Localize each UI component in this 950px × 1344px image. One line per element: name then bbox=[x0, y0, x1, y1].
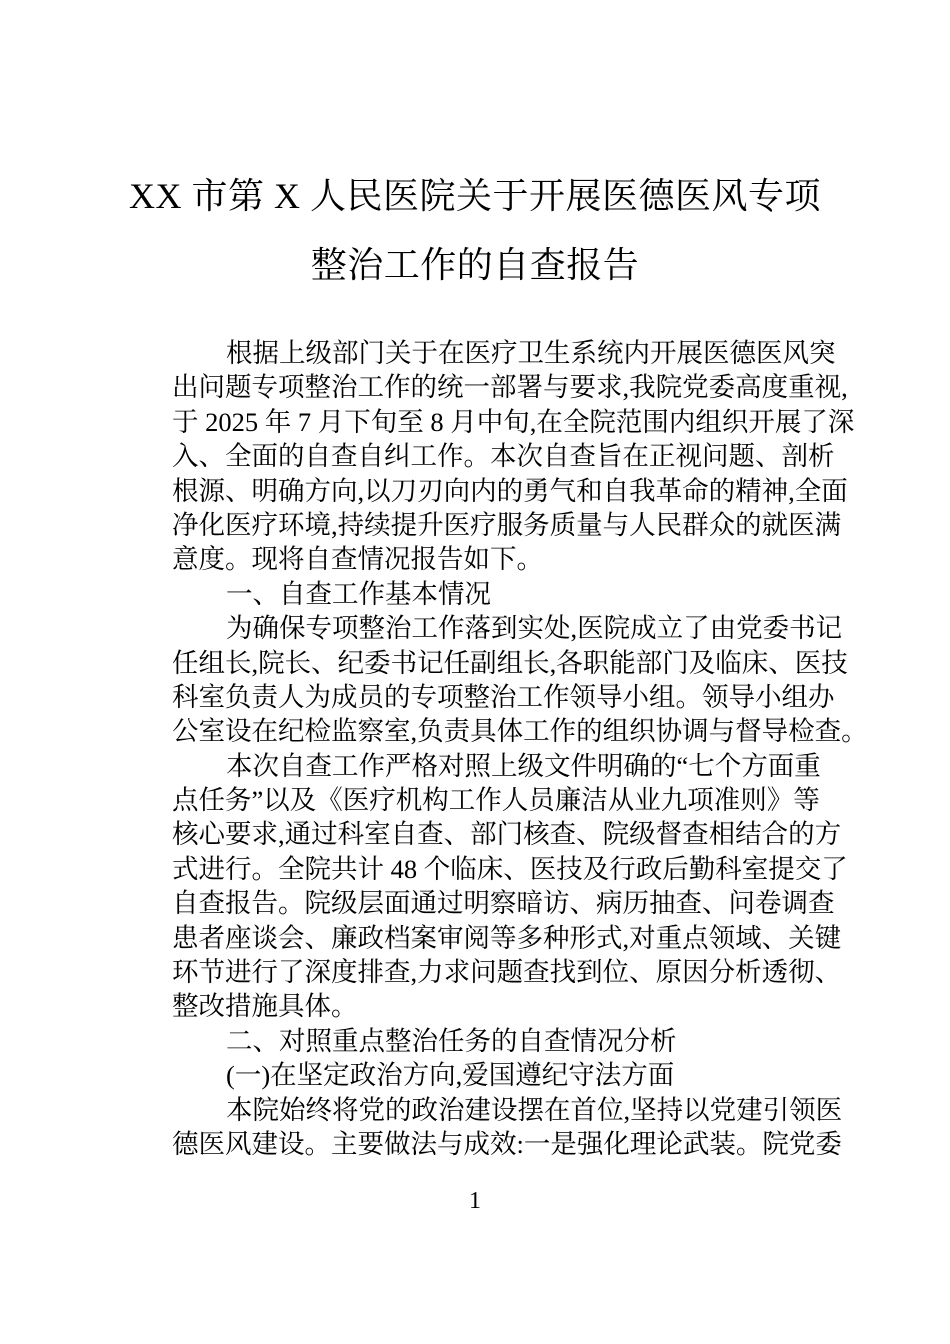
paragraph-line: 净化医疗环境,持续提升医疗服务质量与人民群众的就医满 bbox=[172, 509, 842, 540]
page-number: 1 bbox=[469, 1188, 481, 1214]
paragraph-line: 意度。现将自查情况报告如下。 bbox=[172, 544, 543, 575]
paragraph-line: 出问题专项整治工作的统一部署与要求,我院党委高度重视, bbox=[172, 372, 848, 403]
paragraph-line: 点任务”以及《医疗机构工作人员廉洁从业九项准则》等 bbox=[172, 785, 820, 816]
paragraph-line: 患者座谈会、廉政档案审阅等多种形式,对重点领域、关键 bbox=[172, 922, 842, 953]
paragraph-line: 科室负责人为成员的专项整治工作领导小组。领导小组办 bbox=[172, 681, 835, 712]
paragraph-line: 环节进行了深度排查,力求问题查找到位、原因分析透彻、 bbox=[172, 957, 842, 988]
document-title-line-2: 整治工作的自查报告 bbox=[310, 245, 640, 285]
paragraph-line: 根源、明确方向,以刀刃向内的勇气和自我革命的精神,全面 bbox=[172, 475, 848, 506]
paragraph-line: 核心要求,通过科室自查、部门核查、院级督查相结合的方 bbox=[172, 819, 842, 850]
paragraph-line: 入、全面的自查自纠工作。本次自查旨在正视问题、剖析 bbox=[172, 441, 835, 472]
paragraph-line: 于 2025 年 7 月下旬至 8 月中旬,在全院范围内组织开展了深 bbox=[172, 406, 855, 437]
paragraph-line: 本次自查工作严格对照上级文件明确的“七个方面重 bbox=[226, 750, 821, 781]
paragraph-line: 本院始终将党的政治建设摆在首位,坚持以党建引领医 bbox=[226, 1094, 843, 1125]
document-title-line-1: XX 市第 X 人民医院关于开展医德医风专项 bbox=[129, 176, 821, 216]
section-heading: 一、自查工作基本情况 bbox=[226, 578, 491, 609]
paragraph-line: 公室设在纪检监察室,负责具体工作的组织协调与督导检查。 bbox=[172, 716, 868, 747]
paragraph-line: 任组长,院长、纪委书记任副组长,各职能部门及临床、医技 bbox=[172, 647, 848, 678]
paragraph-line: 式进行。全院共计 48 个临床、医技及行政后勤科室提交了 bbox=[172, 853, 848, 884]
paragraph-line: 整改措施具体。 bbox=[172, 991, 358, 1022]
paragraph-line: 为确保专项整治工作落到实处,医院成立了由党委书记 bbox=[226, 613, 843, 644]
section-heading: 二、对照重点整治任务的自查情况分析 bbox=[226, 1025, 677, 1056]
subsection-heading: (一)在坚定政治方向,爱国遵纪守法方面 bbox=[226, 1060, 675, 1091]
paragraph-line: 自查报告。院级层面通过明察暗访、病历抽查、问卷调查 bbox=[172, 888, 835, 919]
document-body bbox=[172, 336, 868, 1161]
paragraph-line: 德医风建设。主要做法与成效:一是强化理论武装。院党委 bbox=[172, 1128, 842, 1159]
paragraph-line: 根据上级部门关于在医疗卫生系统内开展医德医风突 bbox=[226, 338, 836, 368]
